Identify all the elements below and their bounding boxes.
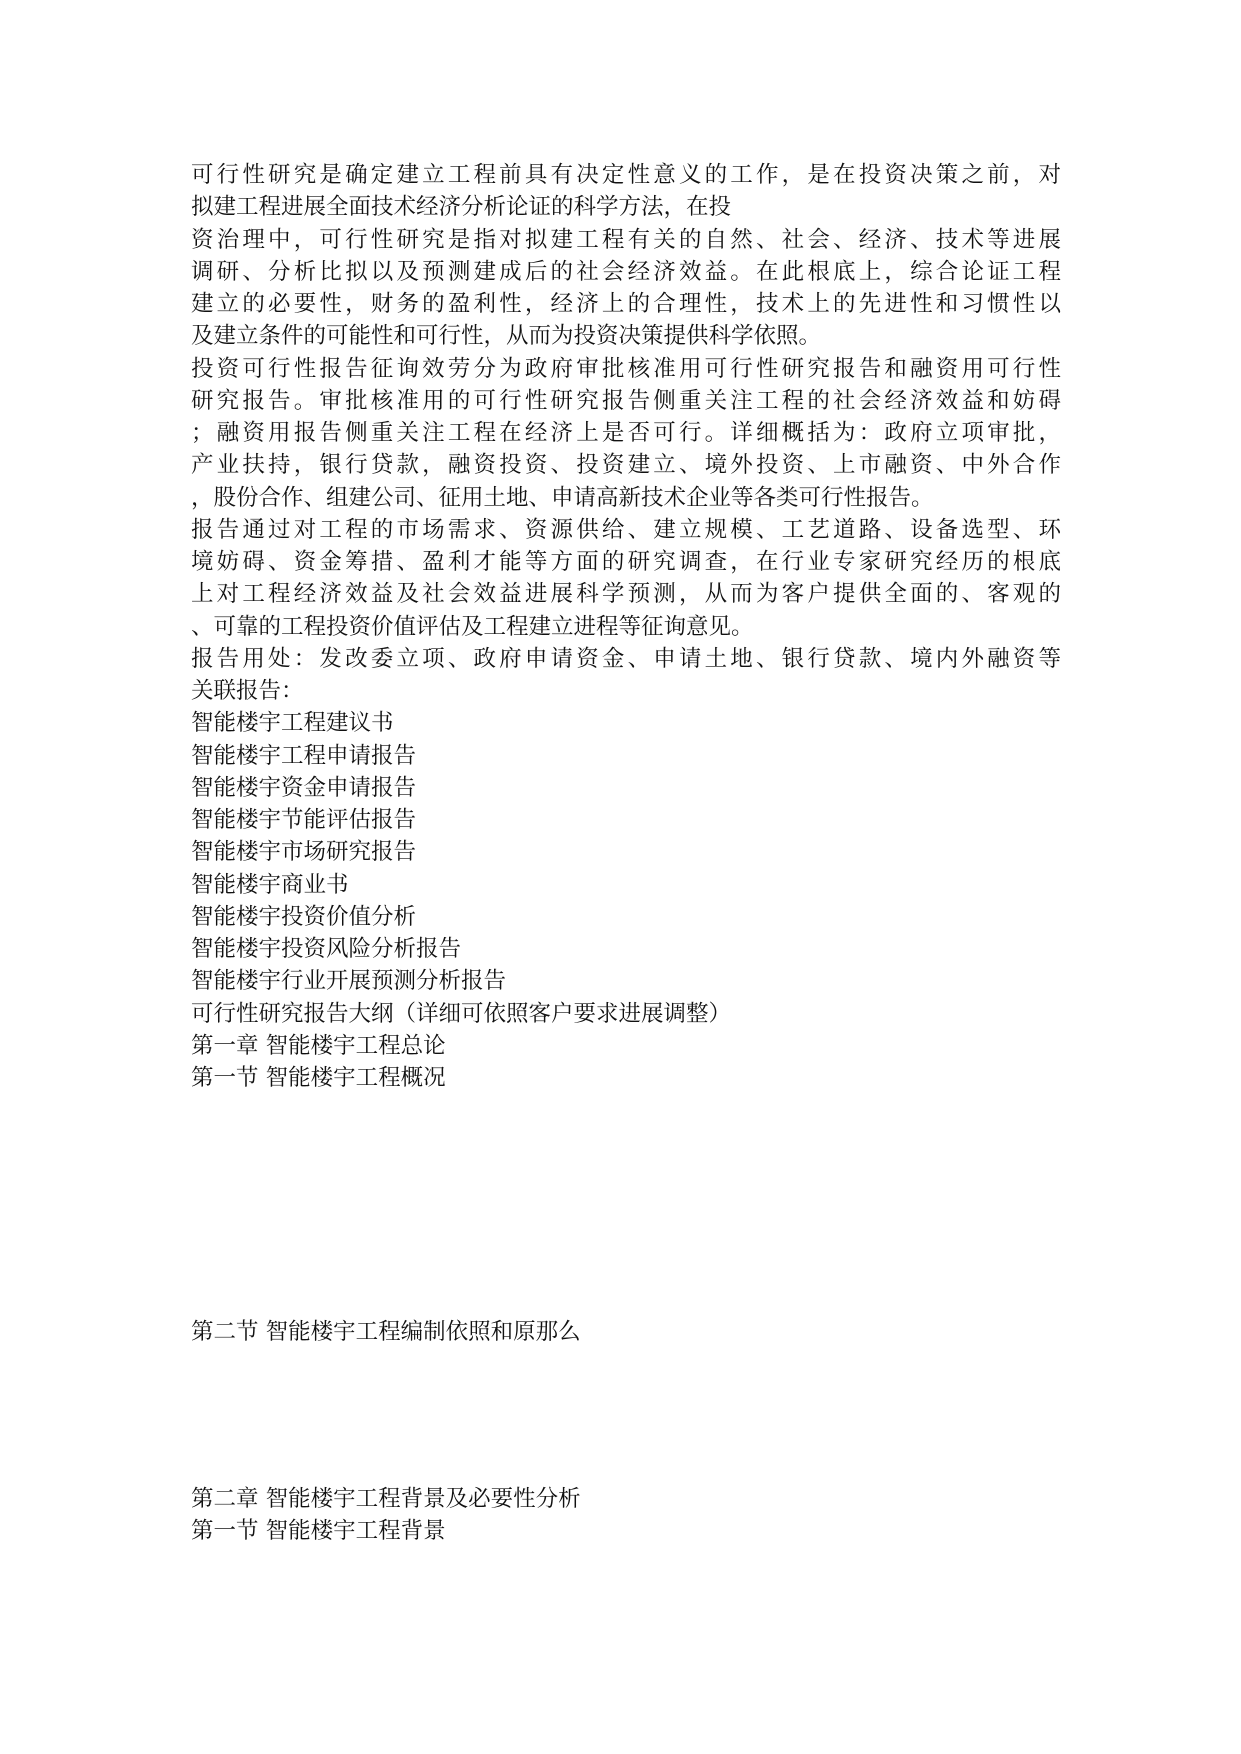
section-heading: 第一节 智能楼宇工程背景 — [191, 1518, 446, 1544]
report-list-item: 智能楼宇市场研究报告 — [191, 839, 417, 865]
chapter-heading: 第一章 智能楼宇工程总论 — [191, 1033, 446, 1059]
body-text-line: ，股份合作、组建公司、征用土地、申请高新技术企业等各类可行性报告。 — [191, 485, 934, 511]
outline-heading: 可行性研究报告大纲（详细可依照客户要求进展调整） — [191, 1001, 732, 1027]
body-text-line: 产业扶持，银行贷款，融资投资、投资建立、境外投资、上市融资、中外合作 — [191, 452, 1061, 478]
report-list-item: 智能楼宇行业开展预测分析报告 — [191, 968, 507, 994]
body-text-line: 建立的必要性，财务的盈利性，经济上的合理性，技术上的先进性和习惯性以 — [191, 291, 1061, 317]
body-text-line: 报告用处：发改委立项、政府申请资金、申请土地、银行贷款、境内外融资等 — [191, 646, 1061, 672]
report-list-item: 智能楼宇投资风险分析报告 — [191, 936, 462, 962]
body-text-line: 资治理中，可行性研究是指对拟建工程有关的自然、社会、经济、技术等进展 — [191, 227, 1061, 253]
body-text-line: 研究报告。审批核准用的可行性研究报告侧重关注工程的社会经济效益和妨碍 — [191, 388, 1061, 414]
report-list-item: 智能楼宇资金申请报告 — [191, 775, 417, 801]
report-list-item: 智能楼宇商业书 — [191, 872, 349, 898]
body-text-line: 调研、分析比拟以及预测建成后的社会经济效益。在此根底上，综合论证工程 — [191, 259, 1061, 285]
report-list-item: 智能楼宇工程申请报告 — [191, 743, 417, 769]
body-text-line: 可行性研究是确定建立工程前具有决定性意义的工作，是在投资决策之前，对 — [191, 162, 1061, 188]
report-list-item: 智能楼宇工程建议书 — [191, 710, 394, 736]
body-text-line: 拟建工程进展全面技术经济分析论证的科学方法，在投 — [191, 194, 732, 220]
section-heading: 第二节 智能楼宇工程编制依照和原那么 — [191, 1319, 581, 1345]
body-text-line: 投资可行性报告征询效劳分为政府审批核准用可行性研究报告和融资用可行性 — [191, 356, 1061, 382]
chapter-heading: 第二章 智能楼宇工程背景及必要性分析 — [191, 1486, 581, 1512]
body-text-line: 报告通过对工程的市场需求、资源供给、建立规模、工艺道路、设备选型、环 — [191, 517, 1061, 543]
body-text-line: 及建立条件的可能性和可行性，从而为投资决策提供科学依照。 — [191, 323, 822, 349]
report-list-item: 智能楼宇节能评估报告 — [191, 807, 417, 833]
body-text-line: 上对工程经济效益及社会效益进展科学预测，从而为客户提供全面的、客观的 — [191, 581, 1061, 607]
body-text-line: ；融资用报告侧重关注工程在经济上是否可行。详细概括为：政府立项审批， — [191, 420, 1061, 446]
report-list-item: 智能楼宇投资价值分析 — [191, 904, 417, 930]
section-label: 关联报告： — [191, 678, 304, 704]
section-heading: 第一节 智能楼宇工程概况 — [191, 1065, 446, 1091]
body-text-line: 境妨碍、资金筹措、盈利才能等方面的研究调查，在行业专家研究经历的根底 — [191, 549, 1061, 575]
body-text-line: 、可靠的工程投资价值评估及工程建立进程等征询意见。 — [191, 614, 754, 640]
